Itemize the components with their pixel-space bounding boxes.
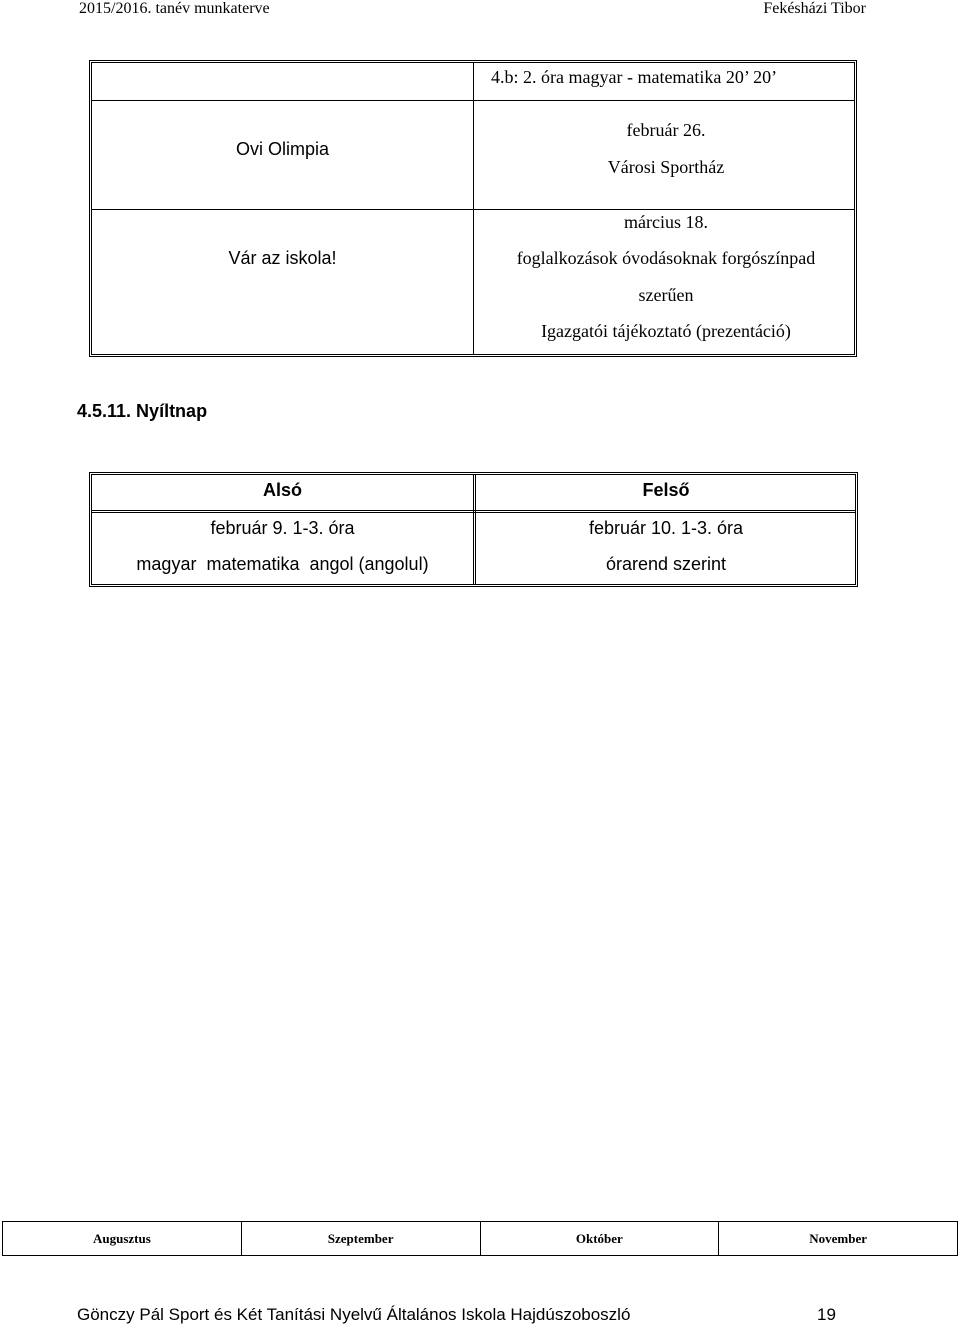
- table-cell-note: 4.b: 2. óra magyar - matematika 20’ 20’: [491, 67, 778, 87]
- month-cell: Október: [481, 1222, 720, 1255]
- column-header-lower: Alsó: [262, 480, 302, 500]
- column-header-upper: Felső: [642, 480, 690, 500]
- event-table: [89, 60, 857, 357]
- event-detail: foglalkozások óvodásoknak forgószínpad: [516, 248, 816, 268]
- month-cell: November: [809, 1230, 867, 1246]
- upper-schedule: órarend szerint: [605, 554, 727, 574]
- header-title: 2015/2016. tanév munkaterve: [79, 0, 270, 17]
- event-date: március 18.: [624, 212, 708, 232]
- lower-subjects: magyar matematika angol (angolul): [136, 554, 429, 574]
- table-divider: [92, 510, 855, 513]
- page-number: 19: [817, 1305, 836, 1324]
- event-name: Vár az iskola!: [228, 248, 337, 268]
- footer-school: Gönczy Pál Sport és Két Tanítási Nyelvű Általános Iskola Hajdúszoboszló: [77, 1305, 631, 1324]
- event-name: Ovi Olimpia: [235, 139, 329, 159]
- month-cell: Augusztus: [3, 1222, 242, 1255]
- upper-date: február 10. 1-3. óra: [588, 518, 744, 538]
- event-location: Városi Sportház: [607, 157, 725, 177]
- lower-date: február 9. 1-3. óra: [210, 518, 355, 538]
- event-date: február 26.: [626, 120, 706, 140]
- event-detail: szerűen: [638, 285, 694, 305]
- header-author: Fekésházi Tibor: [763, 0, 866, 17]
- section-title: 4.5.11. Nyíltnap: [77, 401, 208, 421]
- month-cell: Szeptember: [242, 1222, 481, 1255]
- table-divider: [92, 100, 854, 101]
- table-divider: [92, 209, 854, 210]
- open-day-table: [89, 472, 858, 587]
- months-row: [2, 1221, 958, 1256]
- event-detail: Igazgatói tájékoztató (prezentáció): [541, 321, 791, 341]
